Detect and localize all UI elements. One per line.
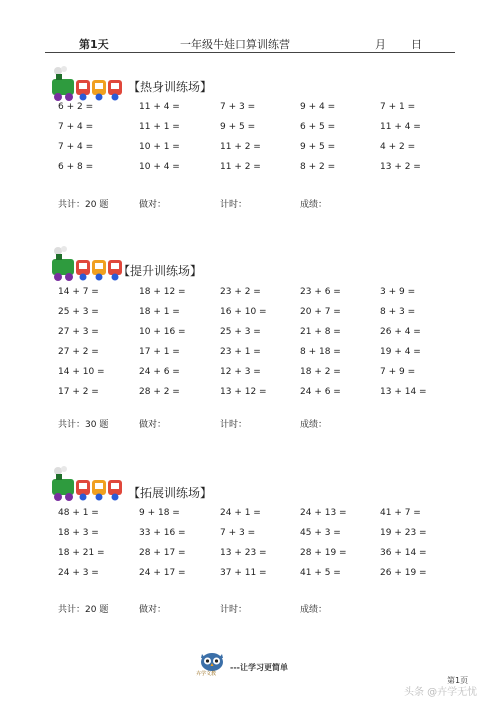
math-problem: 10 + 1 =	[139, 142, 180, 152]
math-problem: 48 + 1 =	[58, 508, 99, 518]
train-icon	[48, 466, 124, 506]
train-icon	[48, 246, 124, 286]
math-problem: 13 + 2 =	[380, 162, 421, 172]
correct-count-field: 做对：	[139, 605, 167, 615]
math-problem: 28 + 17 =	[139, 548, 186, 558]
score-field: 成绩：	[300, 200, 328, 210]
math-problem: 36 + 14 =	[380, 548, 427, 558]
math-problem: 37 + 11 =	[220, 568, 267, 578]
timer-field: 计时：	[220, 200, 248, 210]
math-problem: 7 + 1 =	[380, 102, 416, 112]
day-label: 第1天	[79, 38, 109, 51]
page-number: 第1页	[447, 676, 469, 685]
correct-count-field: 做对：	[139, 200, 167, 210]
math-problem: 17 + 2 =	[58, 387, 99, 397]
math-problem: 28 + 19 =	[300, 548, 347, 558]
score-field: 成绩：	[300, 420, 328, 430]
math-problem: 19 + 4 =	[380, 347, 421, 357]
math-problem: 13 + 14 =	[380, 387, 427, 397]
math-problem: 4 + 2 =	[380, 142, 416, 152]
math-problem: 41 + 7 =	[380, 508, 421, 518]
math-problem: 6 + 5 =	[300, 122, 336, 132]
math-problem: 20 + 7 =	[300, 307, 341, 317]
math-problem: 23 + 2 =	[220, 287, 261, 297]
math-problem: 18 + 12 =	[139, 287, 186, 297]
math-problem: 8 + 2 =	[300, 162, 336, 172]
math-problem: 7 + 9 =	[380, 367, 416, 377]
correct-count-field: 做对：	[139, 420, 167, 430]
total-count: 共计：20 题	[58, 200, 109, 210]
date-label: 日	[411, 38, 422, 51]
math-problem: 23 + 6 =	[300, 287, 341, 297]
math-problem: 10 + 4 =	[139, 162, 180, 172]
brand-footer	[196, 652, 336, 682]
math-problem: 24 + 6 =	[300, 387, 341, 397]
math-problem: 7 + 4 =	[58, 122, 94, 132]
math-problem: 10 + 16 =	[139, 327, 186, 337]
math-problem: 11 + 4 =	[380, 122, 421, 132]
section-title: 【提升训练场】	[118, 264, 203, 278]
brand-name: 卉学文教	[196, 671, 217, 677]
total-count: 共计：20 题	[58, 605, 109, 615]
math-problem: 13 + 12 =	[220, 387, 267, 397]
math-problem: 26 + 4 =	[380, 327, 421, 337]
math-problem: 14 + 7 =	[58, 287, 99, 297]
timer-field: 计时：	[220, 420, 248, 430]
math-problem: 27 + 3 =	[58, 327, 99, 337]
worksheet-title: 一年级牛娃口算训练营	[180, 38, 290, 51]
math-problem: 6 + 2 =	[58, 102, 94, 112]
math-problem: 25 + 3 =	[58, 307, 99, 317]
math-problem: 41 + 5 =	[300, 568, 341, 578]
owl-logo-icon	[198, 652, 226, 672]
math-problem: 8 + 18 =	[300, 347, 341, 357]
math-problem: 9 + 5 =	[220, 122, 256, 132]
watermark: 头条 @卉学无忧	[404, 687, 478, 698]
math-problem: 8 + 3 =	[380, 307, 416, 317]
math-problem: 9 + 18 =	[139, 508, 180, 518]
math-problem: 19 + 23 =	[380, 528, 427, 538]
math-problem: 9 + 4 =	[300, 102, 336, 112]
math-problem: 3 + 9 =	[380, 287, 416, 297]
math-problem: 27 + 2 =	[58, 347, 99, 357]
math-problem: 24 + 1 =	[220, 508, 261, 518]
math-problem: 25 + 3 =	[220, 327, 261, 337]
math-problem: 21 + 8 =	[300, 327, 341, 337]
math-problem: 24 + 6 =	[139, 367, 180, 377]
math-problem: 12 + 3 =	[220, 367, 261, 377]
total-count: 共计：30 题	[58, 420, 109, 430]
section-title: 【拓展训练场】	[128, 486, 213, 500]
score-field: 成绩：	[300, 605, 328, 615]
math-problem: 28 + 2 =	[139, 387, 180, 397]
math-problem: 11 + 2 =	[220, 162, 261, 172]
section-title: 【热身训练场】	[128, 80, 213, 94]
math-problem: 9 + 5 =	[300, 142, 336, 152]
math-problem: 24 + 13 =	[300, 508, 347, 518]
math-problem: 17 + 1 =	[139, 347, 180, 357]
math-problem: 7 + 3 =	[220, 528, 256, 538]
math-problem: 24 + 17 =	[139, 568, 186, 578]
math-problem: 11 + 1 =	[139, 122, 180, 132]
train-icon	[48, 66, 124, 106]
math-problem: 45 + 3 =	[300, 528, 341, 538]
math-problem: 14 + 10 =	[58, 367, 105, 377]
math-problem: 11 + 2 =	[220, 142, 261, 152]
month-label: 月	[375, 38, 386, 51]
math-problem: 13 + 23 =	[220, 548, 267, 558]
math-problem: 6 + 8 =	[58, 162, 94, 172]
math-problem: 18 + 1 =	[139, 307, 180, 317]
math-problem: 18 + 21 =	[58, 548, 105, 558]
math-problem: 18 + 3 =	[58, 528, 99, 538]
math-problem: 7 + 3 =	[220, 102, 256, 112]
math-problem: 23 + 1 =	[220, 347, 261, 357]
page-header	[45, 34, 455, 53]
math-problem: 33 + 16 =	[139, 528, 186, 538]
slogan-text: ---让学习更简单	[230, 663, 288, 672]
math-problem: 24 + 3 =	[58, 568, 99, 578]
timer-field: 计时：	[220, 605, 248, 615]
math-problem: 26 + 19 =	[380, 568, 427, 578]
math-problem: 7 + 4 =	[58, 142, 94, 152]
math-problem: 16 + 10 =	[220, 307, 267, 317]
math-problem: 11 + 4 =	[139, 102, 180, 112]
math-problem: 18 + 2 =	[300, 367, 341, 377]
